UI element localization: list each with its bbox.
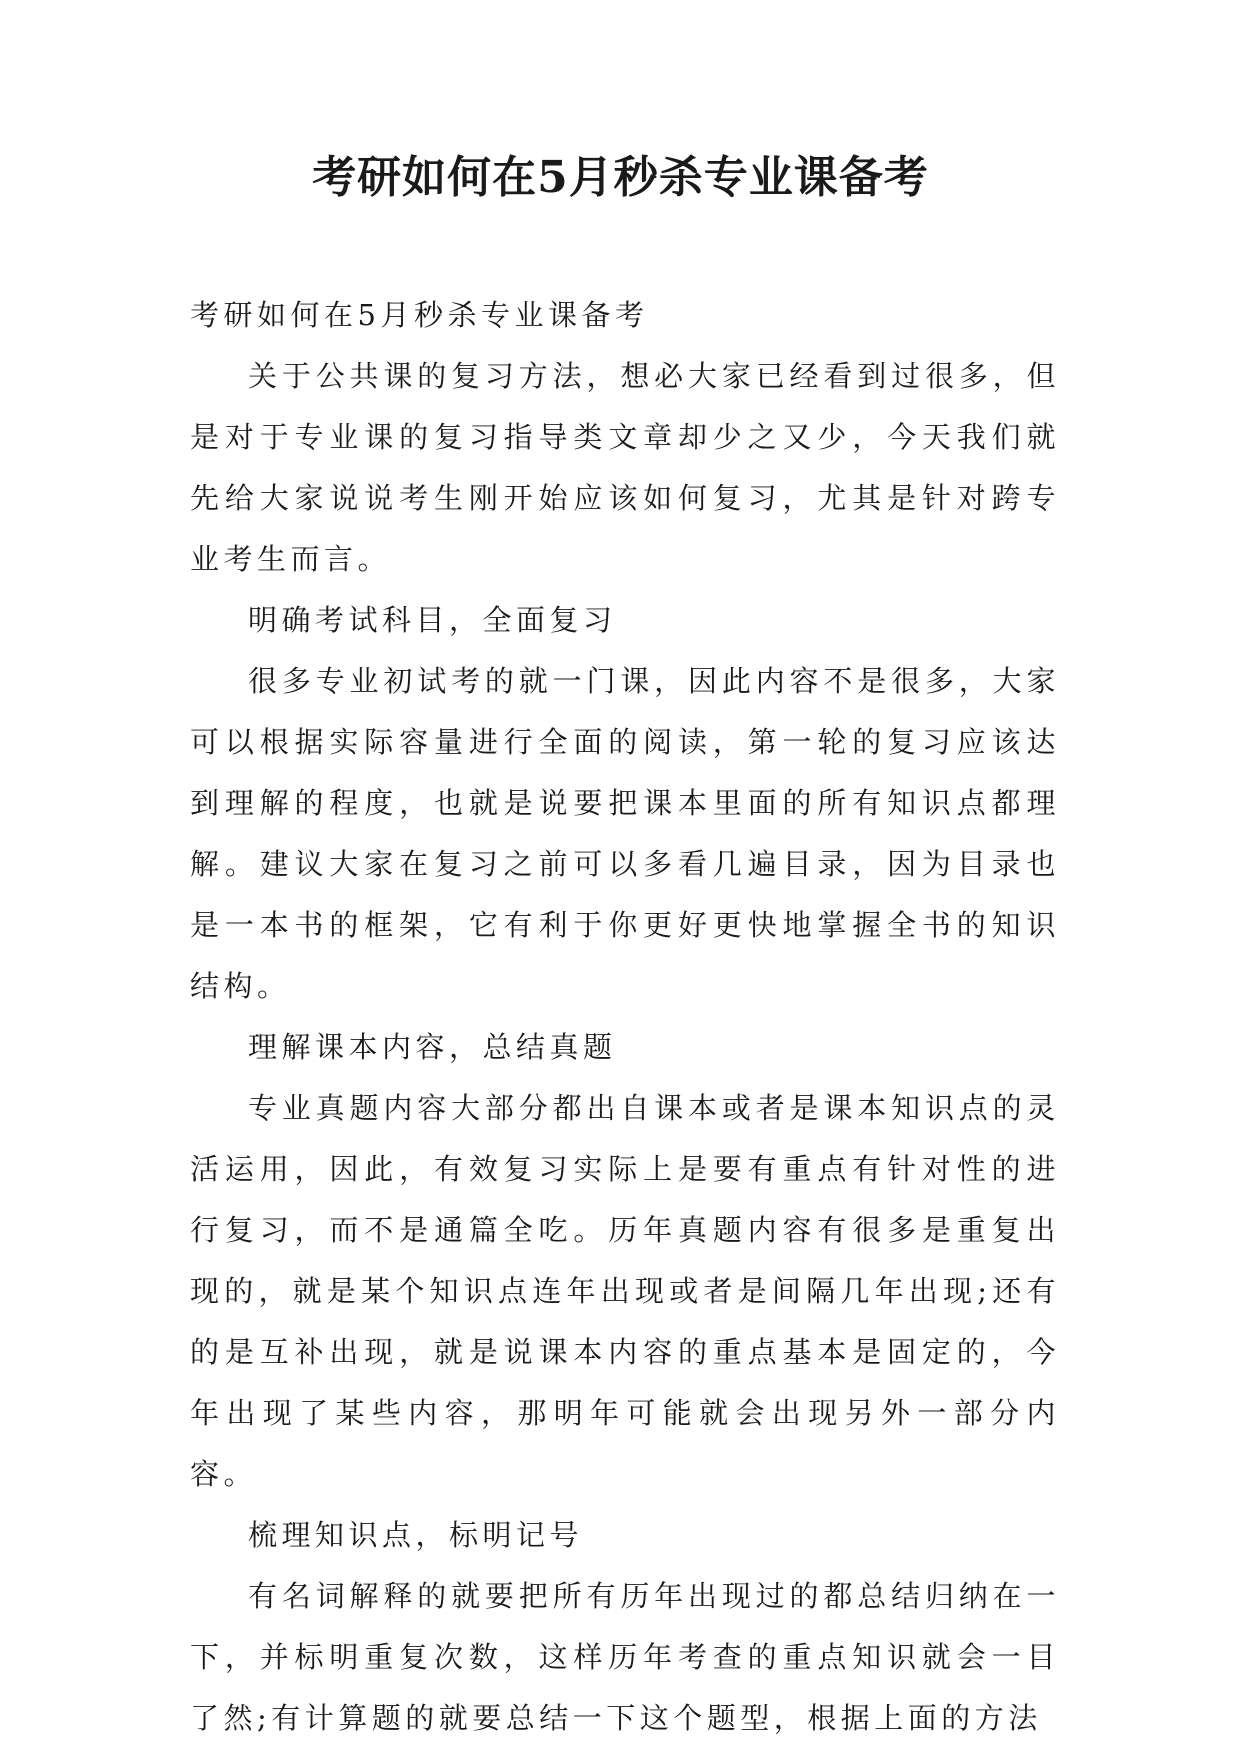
paragraph-understanding: 专业真题内容大部分都出自课本或者是课本知识点的灵活运用，因此，有效复习实际上是要有重点有针对性的进行复习，而不是通篇全吃。历年真题内容有很多是重复出现的，就是某个知识点连年出现或者是间隔几年出现;还有的是互补出现，就是说课本内容的重点基本是固定的，今年出现了某些内容，那明年可能就会出现另外一部分内容。 (190, 1091, 1060, 1491)
document-title: 考研如何在5月秒杀专业课备考 (312, 152, 929, 203)
section-heading-knowledge: 梳理知识点，标明记号 (248, 1518, 584, 1552)
document-body (190, 285, 1060, 1749)
paragraph-subjects: 很多专业初试考的就一门课，因此内容不是很多，大家可以根据实际容量进行全面的阅读，第一轮的复习应该达到理解的程度，也就是说要把课本里面的所有知识点都理解。建议大家在复习之前可以多看几遍目录，因为目录也是一本书的框架，它有利于你更好更快地掌握全书的知识结构。 (190, 664, 1060, 1003)
paragraph-intro: 关于公共课的复习方法，想必大家已经看到过很多，但是对于专业课的复习指导类文章却少之又少，今天我们就先给大家说说考生刚开始应该如何复习，尤其是针对跨专业考生而言。 (190, 359, 1060, 576)
section-heading-understanding: 理解课本内容，总结真题 (248, 1030, 617, 1064)
document-subtitle: 考研如何在5月秒杀专业课备考 (190, 298, 649, 332)
paragraph-knowledge: 有名词解释的就要把所有历年出现过的都总结归纳在一下，并标明重复次数，这样历年考查的重点知识就会一目了然;有计算题的就要总结一下这个题型，根据上面的方法 (190, 1579, 1060, 1735)
section-heading-subjects: 明确考试科目，全面复习 (248, 603, 617, 637)
